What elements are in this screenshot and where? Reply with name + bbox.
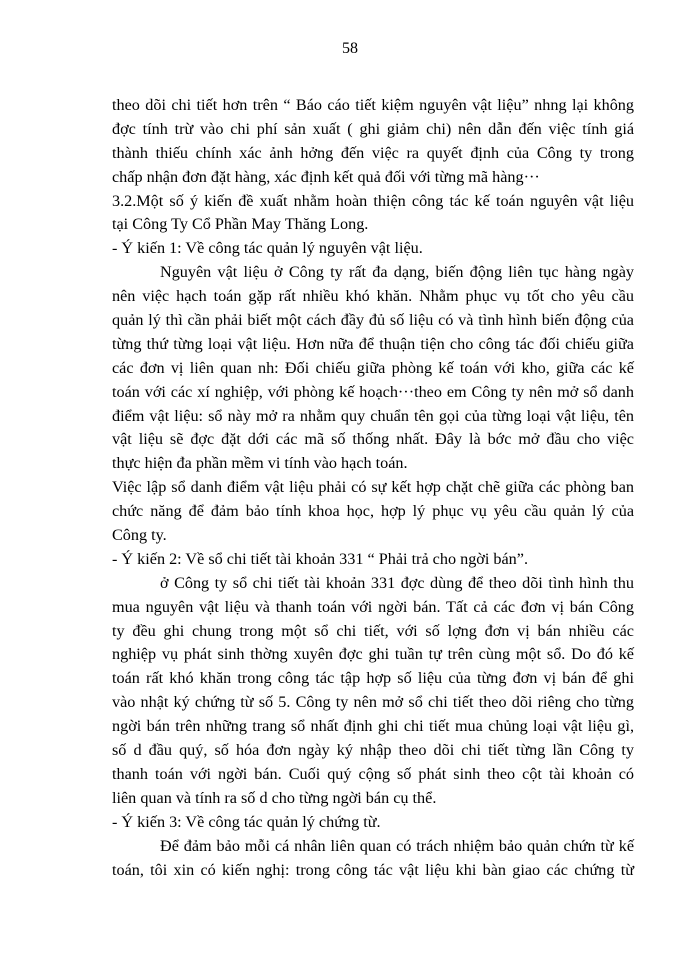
text-line: điểm vật liệu: sổ này mở ra nhằm quy chuẩn tên gọi của từng loại vật liệu, tên	[112, 406, 634, 425]
text-line: ở Công ty sổ chi tiết tài khoản 331 đợc dùng để theo dõi tình hình thu	[160, 573, 634, 592]
text-line: toán, tôi xin có kiến nghị: trong công tác vật liệu khi bàn giao các chứng từ	[112, 860, 634, 879]
text-line: các đơn vị liên quan nh: Đối chiếu giữa phòng kế toán với kho, giữa các kế	[112, 358, 634, 377]
text-line: nên việc hạch toán gặp rất nhiều khó khăn. Nhằm phục vụ tốt cho yêu cầu	[112, 287, 634, 306]
text-line: từng thứ từng loại vật liệu. Hơn nữa để thuận tiện cho công tác đối chiếu giữa	[112, 334, 634, 353]
text-line: số d đầu quý, số hóa đơn ngày ký nhập theo dõi chi tiết từng lần Công ty	[112, 741, 634, 760]
document-body	[112, 94, 634, 882]
text-line: ngời bán trên những trang sổ nhất định ghi chi tiết mua chủng loại vật liệu gì,	[112, 717, 634, 736]
text-line: - Ý kiến 1: Về công tác quản lý nguyên vật liệu.	[112, 239, 423, 258]
text-line: vật liệu sẽ đợc đặt dới các mã số thống nhất. Đây là bớc mở đầu cho việc	[112, 430, 634, 449]
text-line: chấp nhận đơn đặt hàng, xác định kết quả đối với từng mã hàng···	[112, 167, 540, 186]
text-line: nghiệp vụ phát sinh thờng xuyên đợc ghi tuần tự trên cùng một sổ. Do đó kế	[112, 645, 634, 664]
text-line: đợc tính trừ vào chi phí sản xuất ( ghi giảm chi) nên dẫn đến việc tính giá	[112, 119, 634, 138]
text-line: - Ý kiến 2: Về sổ chi tiết tài khoản 331 “ Phải trả cho ngời bán”.	[112, 549, 528, 568]
text-line: theo dõi chi tiết hơn trên “ Báo cáo tiết kiệm nguyên vật liệu” nhng lại không	[112, 96, 634, 114]
text-line: - Ý kiến 3: Về công tác quản lý chứng từ.	[112, 812, 381, 831]
text-line: Nguyên vật liệu ở Công ty rất đa dạng, biến động liên tục hàng ngày	[160, 263, 634, 282]
text-line: thành thiếu chính xác ảnh hởng đến việc ra quyết định của Công ty trong	[112, 143, 634, 162]
text-line: 3.2.Một số ý kiến đề xuất nhằm hoàn thiện công tác kế toán nguyên vật liệu	[112, 191, 634, 210]
text-line: liên quan và tính ra số d cho từng ngời bán cụ thể.	[112, 788, 437, 807]
text-line: thực hiện đa phần mềm vi tính vào hạch toán.	[112, 454, 408, 473]
page-number: 58	[342, 40, 358, 57]
text-line: Việc lập sổ danh điểm vật liệu phải có sự kết hợp chặt chẽ giữa các phòng ban	[112, 478, 634, 497]
text-line: Để đảm bảo mỗi cá nhân liên quan có trách nhiệm bảo quản chứn từ kế	[160, 836, 634, 855]
text-line: chức năng để đảm bảo tính khoa học, hợp lý phục vụ yêu cầu quản lý của	[112, 502, 634, 521]
text-line: Công ty.	[112, 526, 167, 545]
text-line: tại Công Ty Cổ Phần May Thăng Long.	[112, 215, 369, 234]
text-line: toán với các xí nghiệp, với phòng kế hoạch···theo em Công ty nên mở sổ danh	[112, 382, 634, 401]
text-line: vào nhật ký chứng từ số 5. Công ty nên mở sổ chi tiết theo dõi riêng cho từng	[112, 693, 634, 712]
text-line: mua nguyên vật liệu và thanh toán với ngời bán. Tất cả các đơn vị bán Công	[112, 597, 634, 616]
text-line: thanh toán với ngời bán. Cuối quý cộng số phát sinh theo cột tài khoản có	[112, 764, 634, 783]
text-line: toán rất khó khăn trong công tác tập hợp số liệu của từng đơn vị bán để ghi	[112, 669, 634, 688]
text-line: ty đều ghi chung trong một sổ chi tiết, với số lợng đơn vị bán nhiều các	[112, 621, 634, 640]
text-line: quản lý thì cần phải biết một cách đầy đủ số liệu có và tình hình biến động của	[112, 311, 634, 330]
